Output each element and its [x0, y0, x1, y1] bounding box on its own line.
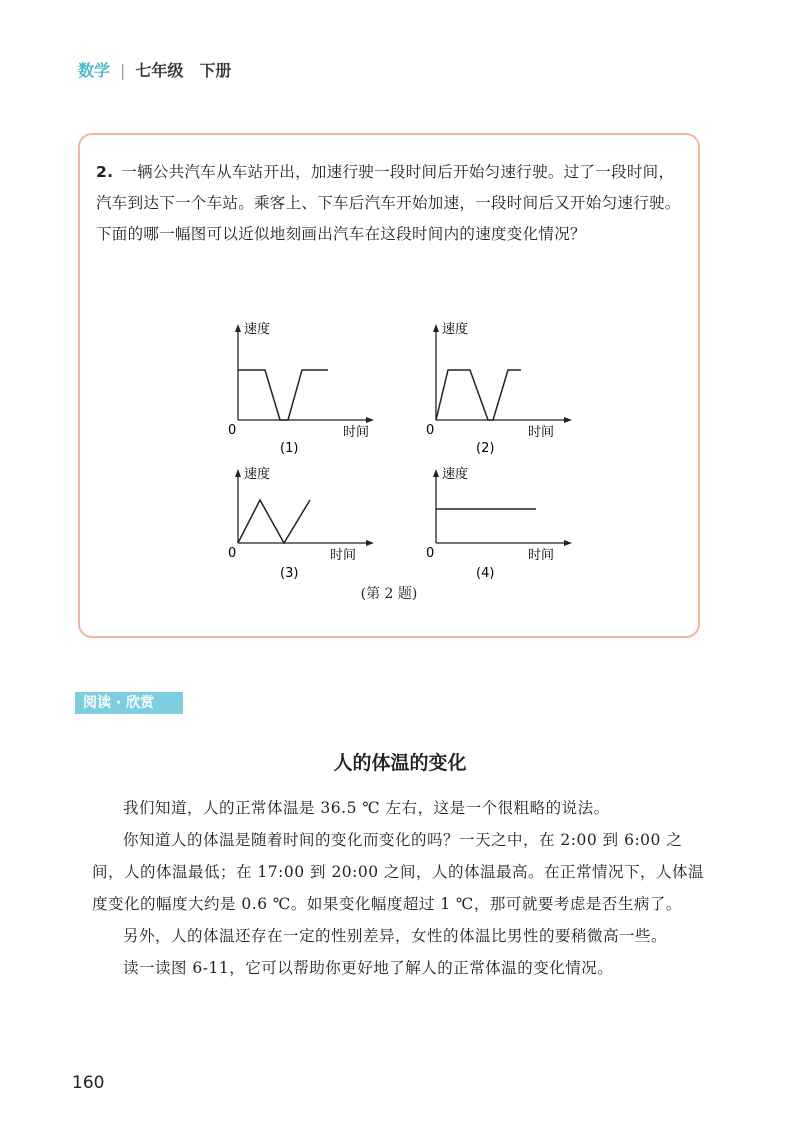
article-paragraph: 读一读图 6-11，它可以帮助你更好地了解人的正常体温的变化情况。 — [123, 959, 614, 977]
graph-3-origin: 0 — [228, 546, 237, 561]
graph-2-line — [436, 370, 521, 420]
graph-3-line — [238, 500, 310, 543]
y-arrow-icon — [235, 469, 241, 477]
article-title: 人的体温的变化 — [333, 752, 467, 774]
graph-4 — [428, 465, 578, 579]
subject-label: 数学 — [78, 61, 111, 80]
graph-4-svg — [426, 465, 578, 581]
graph-2-caption: (2) — [476, 441, 495, 456]
x-arrow-icon — [366, 540, 374, 546]
graph-4-caption: (4) — [476, 566, 495, 581]
reading-badge: 阅读 · 欣赏 — [75, 692, 183, 714]
graph-4-ylabel: 速度 — [442, 467, 469, 482]
figure-caption: (第 2 题) — [360, 586, 418, 602]
graph-4-xlabel: 时间 — [528, 548, 555, 563]
graph-4-origin: 0 — [426, 546, 435, 561]
graph-2-xlabel: 时间 — [528, 425, 555, 440]
y-arrow-icon — [433, 324, 439, 332]
graph-1-caption: (1) — [280, 441, 299, 456]
graph-3-svg — [228, 465, 380, 581]
page-header — [78, 58, 231, 81]
article-paragraph: 我们知道，人的正常体温是 36.5 ℃ 左右，这是一个很粗略的说法。 — [123, 799, 610, 817]
y-arrow-icon — [235, 324, 241, 332]
graph-2-origin: 0 — [426, 423, 435, 438]
graph-3-caption: (3) — [280, 566, 299, 581]
graph-2-ylabel: 速度 — [442, 322, 469, 337]
graph-1-line — [238, 370, 328, 420]
graph-3 — [230, 465, 380, 579]
question-box — [78, 133, 700, 638]
graph-3-xlabel: 时间 — [330, 548, 357, 563]
grade-label: 七年级 下册 — [135, 61, 232, 80]
article-paragraph: 另外，人的体温还存在一定的性别差异，女性的体温比男性的要稍微高一些。 — [123, 927, 668, 945]
graph-2 — [426, 320, 578, 456]
graph-1-ylabel: 速度 — [244, 322, 271, 337]
article-body — [92, 792, 712, 984]
question-text — [96, 157, 686, 250]
x-arrow-icon — [564, 417, 572, 423]
graph-3-ylabel: 速度 — [244, 467, 271, 482]
x-arrow-icon — [366, 417, 374, 423]
question-number: 2. — [96, 163, 114, 181]
article-paragraph: 你知道人的体温是随着时间的变化而变化的吗？一天之中，在 2:00 到 6:00 之间，人的体温最低；在 17:00 到 20:00 之间，人的体温最高。在正常情况下，人体温度变化的幅度大约是 0.6 ℃。如果变化幅度超过 1 ℃，那可就要考虑是否生病了。 — [92, 831, 705, 913]
graph-2-svg — [426, 320, 578, 456]
x-arrow-icon — [564, 540, 572, 546]
header-separator: | — [120, 61, 126, 80]
y-arrow-icon — [433, 469, 439, 477]
graph-1-origin: 0 — [228, 423, 237, 438]
graph-1 — [228, 320, 380, 456]
question-body: 一辆公共汽车从车站开出，加速行驶一段时间后开始匀速行驶。过了一段时间，汽车到达下一个车站。乘客上、下车后汽车开始加速，一段时间后又开始匀速行驶。下面的哪一幅图可以近似地刻画出汽车在这段时间内的速度变化情况？ — [96, 163, 681, 243]
graph-1-xlabel: 时间 — [343, 425, 370, 440]
page-number: 160 — [72, 1073, 105, 1093]
graph-1-svg — [228, 320, 380, 456]
